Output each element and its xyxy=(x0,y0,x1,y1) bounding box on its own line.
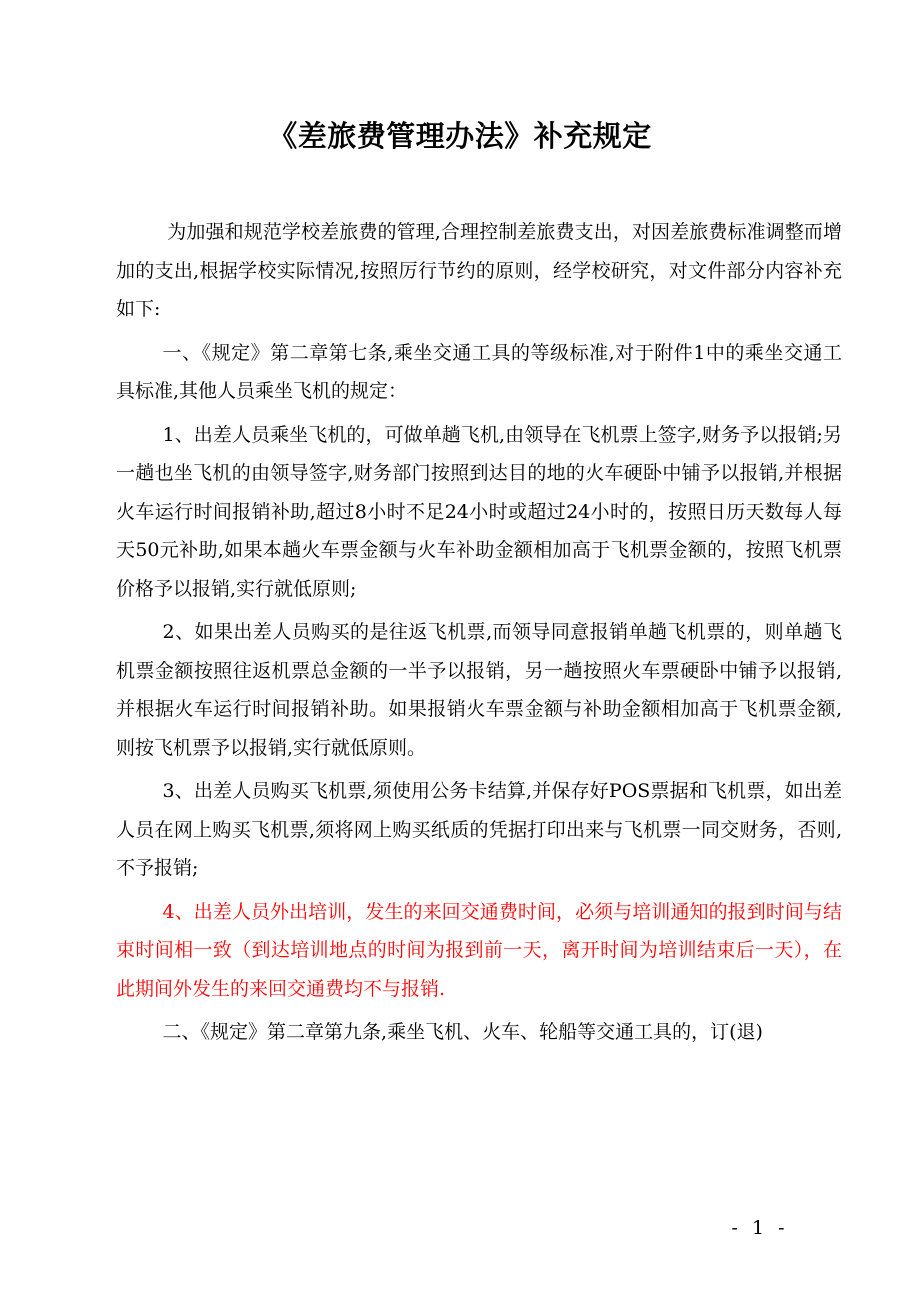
rule-item-2: 2、如果出差人员购买的是往返飞机票,而领导同意报销单趟飞机票的，则单趟飞机票金额按照往返机票总金额的一半予以报销，另一趟按照火车票硬卧中铺予以报销,并根据火车运行时间报销补助。如果报销火车票金额与补助金额相加高于飞机票金额,则按飞机票予以报销,实行就低原则。 xyxy=(116,621,842,759)
rule-item-4-highlighted: 4、出差人员外出培训，发生的来回交通费时间，必须与培训通知的报到时间与结束时间相一致（到达培训地点的时间为报到前一天，离开时间为培训结束后一天），在此期间外发生的来回交通费均不与报销. xyxy=(116,900,842,1000)
rule-item-1: 1、出差人员乘坐飞机的，可做单趟飞机,由领导在飞机票上签字,财务予以报销;另一趟也坐飞机的由领导签字,财务部门按照到达目的地的火车硬卧中铺予以报销,并根据火车运行时间报销补助,超过8小时不足24小时或超过24小时的，按照日历天数每人每天50元补助,如果本趟火车票金额与火车补助金额相加高于飞机票金额的，按照飞机票价格予以报销,实行就低原则; xyxy=(116,423,842,600)
rule-item-3: 3、出差人员购买飞机票,须使用公务卡结算,并保存好POS票据和飞机票，如出差人员在网上购买飞机票,须将网上购买纸质的凭据打印出来与飞机票一同交财务，否则,不予报销; xyxy=(116,780,842,879)
document-body xyxy=(116,213,842,1057)
section-two-heading: 二、《规定》第二章第九条,乘坐飞机、火车、轮船等交通工具的，订(退) xyxy=(162,1021,763,1043)
section-one-heading: 一、《规定》第二章第七条,乘坐交通工具的等级标准,对于附件1中的乘坐交通工具标准,其他人员乘坐飞机的规定： xyxy=(116,341,842,402)
intro-paragraph: 为加强和规范学校差旅费的管理,合理控制差旅费支出，对因差旅费标准调整而增加的支出,根据学校实际情况,按照厉行节约的原则，经学校研究，对文件部分内容补充如下: xyxy=(116,221,842,320)
page-number: - 1 - xyxy=(731,1217,789,1239)
document-title: 《差旅费管理办法》补充规定 xyxy=(268,119,652,153)
